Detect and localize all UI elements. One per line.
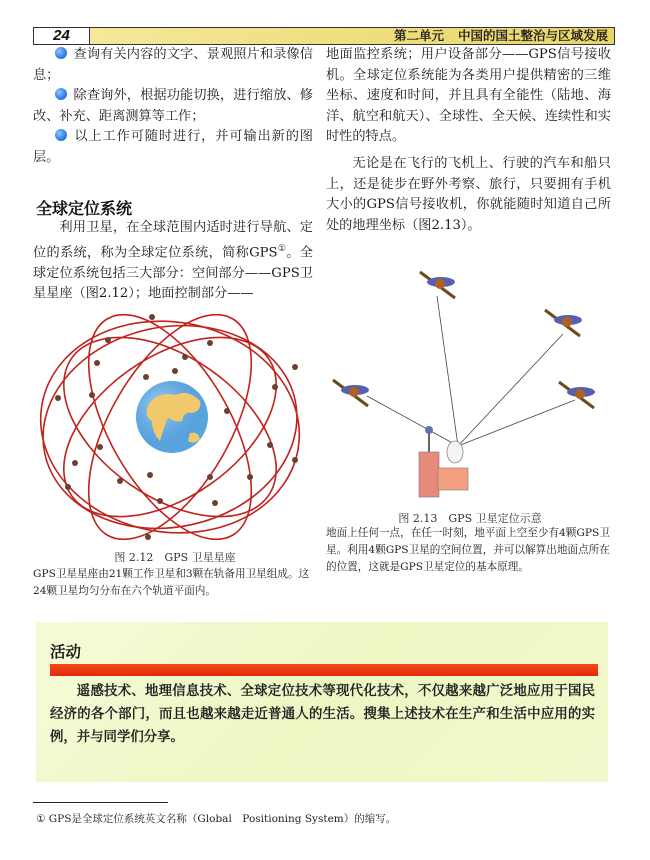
right-column [326, 45, 611, 236]
earth-globe-icon [136, 381, 208, 453]
activity-text: 遥感技术、地理信息技术、全球定位技术等现代化技术，不仅越来越广泛地应用于国民经济的各个部门，而且也越来越走近普通人的生活。搜集上述技术在生产和生活中应用的实例，并与同学们分享。 [50, 683, 595, 745]
blue-dot-icon [55, 88, 67, 100]
signal-lines [367, 296, 575, 446]
bullet-item: 除查询外，根据功能切换，进行缩放、修改、补充、距离测算等工作； [33, 88, 313, 124]
blue-dot-icon [55, 129, 67, 141]
gps-intro-paragraph: 利用卫星，在全球范围内适时进行导航、定位的系统，称为全球定位系统，简称GPS①。全球定位系统包括三大部分：空间部分——GPS卫星星座（图2.12）；地面控制部分—— [33, 220, 313, 302]
figure-2-12-caption: 图 2.12 GPS 卫星星座 [114, 551, 236, 564]
blue-dot-icon [55, 47, 67, 59]
footnote-rule [33, 802, 168, 803]
section-title: 全球定位系统 [36, 199, 133, 218]
satellite-icon [333, 380, 369, 406]
activity-box [36, 622, 608, 782]
satellite-icon [420, 272, 455, 298]
page-header [33, 27, 615, 45]
satellite-icon [545, 310, 582, 336]
left-column-bullets [33, 45, 313, 169]
footnote: ① GPS是全球定位系统英文名称（Global Positioning System）的缩写。 [36, 813, 397, 825]
chapter-band [90, 28, 614, 44]
gps-positioning-figure [325, 250, 625, 510]
chapter-title: 中国的国土整治与区域发展 [457, 28, 608, 43]
bullet-item: 查询有关内容的文字、景观照片和录像信息； [33, 47, 313, 83]
activity-divider-bar [50, 664, 598, 676]
figure-2-13-caption: 图 2.13 GPS 卫星定位示意 [398, 512, 542, 525]
bullet-item: 以上工作可随时进行，并可输出新的图层。 [33, 129, 313, 165]
page-number: 24 [34, 28, 90, 44]
right-paragraph-1: 地面监控系统；用户设备部分——GPS信号接收机。全球定位系统能为各类用户提供精密的三维坐标、速度和时间，并且具有全能性（陆地、海洋、航空和航天）、全球性、全天候、连续性和实时性的特点。 [326, 47, 611, 145]
figure-2-12-note: GPS卫星星座由21颗工作卫星和3颗在轨备用卫星组成。这24颗卫星均匀分布在六个轨道平面内。 [33, 568, 310, 597]
unit-label: 第二单元 [393, 28, 444, 43]
footnote-marker[interactable]: ① [277, 243, 287, 254]
right-paragraph-2: 无论是在飞行的飞机上、行驶的汽车和船只上，还是徒步在野外考察、旅行，只要拥有手机大小的GPS信号接收机，你就能随时知道自己所处的地理坐标（图2.13）。 [326, 155, 611, 233]
figure-2-13-note: 地面上任何一点，在任一时刻，地平面上空至少有4颗GPS卫星。利用4颗GPS卫星的空间位置，并可以解算出地面点所在的位置，这就是GPS卫星定位的基本原理。 [326, 527, 610, 573]
activity-title: 活动 [50, 643, 82, 661]
ground-station-icon [419, 426, 468, 497]
gps-constellation-figure [30, 305, 310, 550]
